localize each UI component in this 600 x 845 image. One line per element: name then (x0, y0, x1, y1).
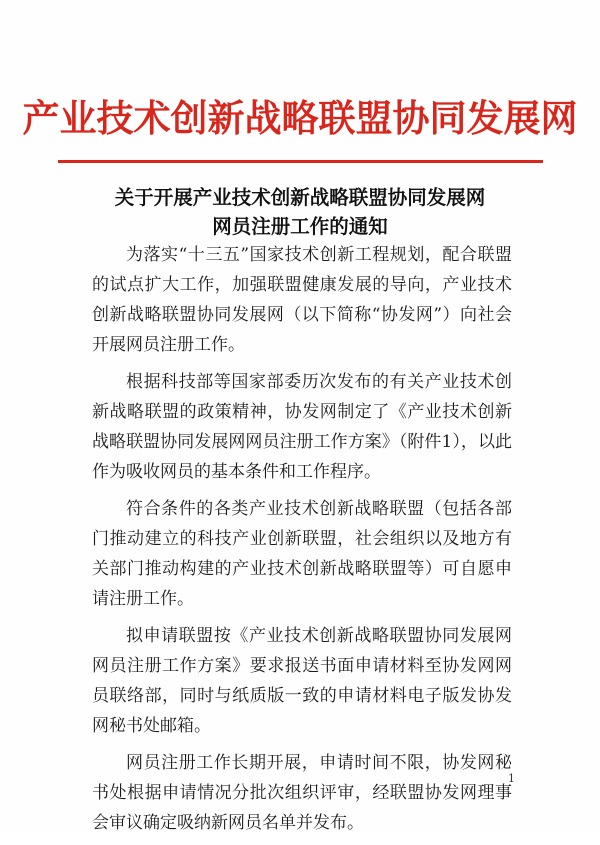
body-paragraph-5: 网员注册工作长期开展，申请时间不限，协发网秘书处根据申请情况分批次组织评审，经联盟协发网理事会审议确定吸纳新网员名单并发布。 (92, 753, 512, 833)
body-paragraph-1: 为落实“十三五”国家技术创新工程规划，配合联盟的试点扩大工作，加强联盟健康发展的导向，产业技术创新战略联盟协同发展网（以下简称“协发网”）向社会开展网员注册工作。 (92, 245, 512, 355)
red-divider-rule (58, 160, 543, 163)
notice-title-line-2: 网员注册工作的通知 (212, 215, 388, 238)
body-paragraph-2: 根据科技部等国家部委历次发布的有关产业技术创新战略联盟的政策精神，协发网制定了《产业技术创新战略联盟协同发展网网员注册工作方案》（附件1），以此作为吸收网员的基本条件和工作程序。 (92, 372, 512, 482)
notice-body (92, 240, 512, 845)
notice-title-line-1: 关于开展产业技术创新战略联盟协同发展网 (114, 186, 486, 209)
page-number: 1 (508, 772, 515, 785)
body-paragraph-3: 符合条件的各类产业技术创新战略联盟（包括各部门推动建立的科技产业创新联盟，社会组织以及地方有关部门推动构建的产业技术创新战略联盟等）可自愿申请注册工作。 (92, 499, 512, 609)
masthead-title: 产业技术创新战略联盟协同发展网 (22, 96, 578, 140)
body-paragraph-4: 拟申请联盟按《产业技术创新战略联盟协同发展网网员注册工作方案》要求报送书面申请材料至协发网网员联络部，同时与纸质版一致的申请材料电子版发协发网秘书处邮箱。 (92, 626, 512, 736)
